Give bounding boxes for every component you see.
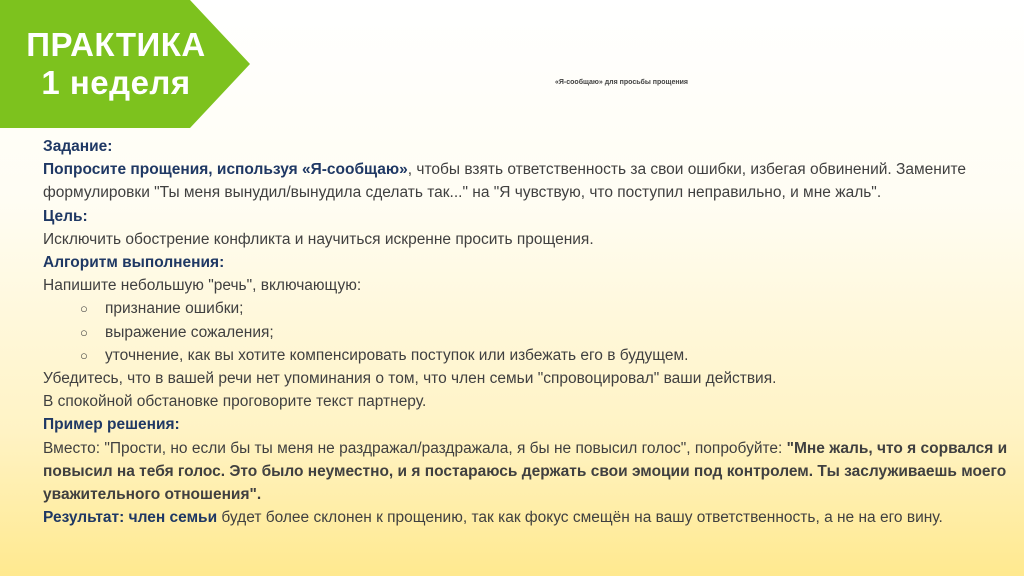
slide-content bbox=[43, 135, 1008, 529]
list-item: ○ выражение сожаления; bbox=[43, 321, 1008, 344]
algorithm-note-2: В спокойной обстановке проговорите текст партнеру. bbox=[43, 393, 427, 411]
list-item: ○ уточнение, как вы хотите компенсировать поступок или избежать его в будущем. bbox=[43, 344, 1008, 367]
result-bold: член семьи bbox=[124, 509, 218, 527]
banner-line-week: 1 неделя bbox=[41, 64, 191, 101]
task-text bbox=[43, 158, 1008, 204]
goal-heading: Цель: bbox=[43, 207, 88, 225]
example-heading: Пример решения: bbox=[43, 416, 180, 434]
bullet-circle-icon: ○ bbox=[80, 301, 88, 317]
task-heading: Задание: bbox=[43, 138, 113, 155]
banner-line-practice: ПРАКТИКА bbox=[26, 26, 206, 63]
task-bold: Попросите прощения, используя «Я-сообщаю» bbox=[43, 161, 408, 179]
algorithm-list bbox=[43, 297, 1008, 367]
algorithm-heading: Алгоритм выполнения: bbox=[43, 254, 225, 272]
list-item: ○ признание ошибки; bbox=[43, 297, 1008, 320]
result-rest: будет более склонен к прощению, так как фокус смещён на вашу ответственность, а не на его вину. bbox=[217, 509, 943, 527]
bullet-circle-icon: ○ bbox=[80, 324, 88, 340]
example-text bbox=[43, 437, 1008, 507]
result-heading: Результат: bbox=[43, 509, 125, 527]
result-text bbox=[43, 506, 1008, 529]
bullet-circle-icon: ○ bbox=[80, 347, 88, 363]
goal-text: Исключить обострение конфликта и научиться искренне просить прощения. bbox=[43, 230, 594, 248]
example-bold: "Мне жаль, что я сорвался и повысил на тебя голос. Это было неуместно, и я постараюсь держать свои эмоции под контролем. Ты заслуживаешь моего уважительного отношения". bbox=[43, 439, 1008, 504]
algorithm-note-1: Убедитесь, что в вашей речи нет упоминания о том, что член семьи "спровоцировал" ваши действия. bbox=[43, 370, 777, 388]
task-rest: , чтобы взять ответственность за свои ошибки, избегая обвинений. Замените формулировки "Ты меня вынудил/вынудила сделать так..." на "Я чувствую, что поступил неправильно, и мне жаль". bbox=[43, 161, 967, 202]
algorithm-intro: Напишите небольшую "речь", включающую: bbox=[43, 277, 362, 295]
example-plain: Вместо: "Прости, но если бы ты меня не раздражал/раздражала, я бы не повысил голос", попробуйте: bbox=[43, 439, 787, 457]
slide-title: «Я-сообщаю» для просьбы прощения bbox=[555, 79, 688, 86]
practice-banner-text bbox=[0, 26, 232, 102]
